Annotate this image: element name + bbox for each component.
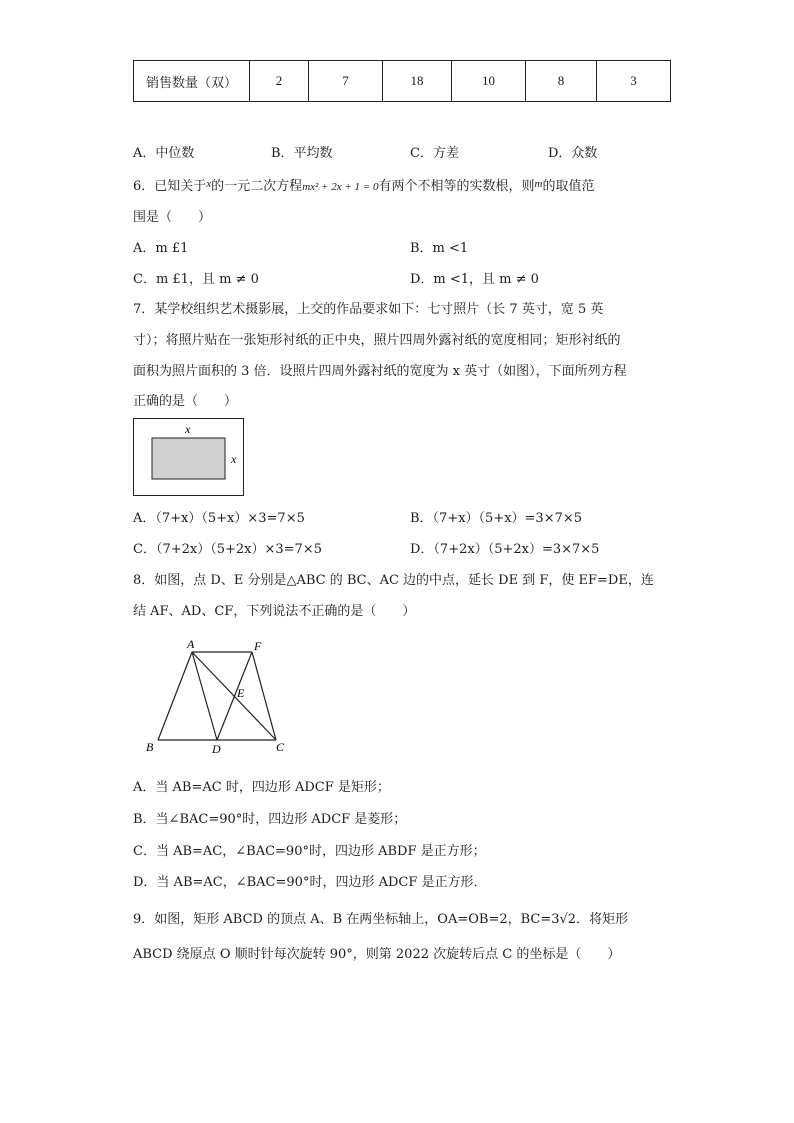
q7-option-b: B．（7+x）（5+x）=3×7×5 xyxy=(410,511,583,526)
sales-table xyxy=(133,60,671,102)
vertex-label-f: F xyxy=(254,639,262,653)
figure-label-top: x xyxy=(185,422,191,436)
q7-question-line2: 寸）；将照片贴在一张矩形衬纸的正中央，照片四周外露衬纸的宽度相同；矩形衬纸的 xyxy=(133,333,621,348)
segment-ab xyxy=(158,652,192,740)
q6-question-line2: 围是（ ） xyxy=(133,210,212,225)
q5-option-c: C．方差 xyxy=(410,146,459,161)
table-cell: 2 xyxy=(250,61,309,102)
q5-option-d: D．众数 xyxy=(548,146,598,161)
q7-question-line1: 7．某学校组织艺术摄影展，上交的作品要求如下：七寸照片（长 7 英寸，宽 5 英 xyxy=(133,302,604,317)
q7-option-d: D．（7+2x）（5+2x）=3×7×5 xyxy=(410,542,600,557)
segment-df xyxy=(217,652,252,740)
q7-question-line4: 正确的是（ ） xyxy=(133,394,238,409)
table-cell: 7 xyxy=(309,61,383,102)
q6-option-b: B．m <1 xyxy=(410,241,469,256)
q8-option-c: C．当 AB=AC，∠BAC=90°时，四边形 ABDF 是正方形； xyxy=(133,844,486,859)
q6-question-line1: 6．已知关于$^x$的一元二次方程mx² + 2x + 1 = 0有两个不相等的实数根，则$^m$的取值范 xyxy=(133,178,595,194)
q9-question-line2: ABCD 绕原点 O 顺时针每次旋转 90°，则第 2022 次旋转后点 C 的坐标是（ ） xyxy=(133,947,621,962)
q9-question-line1: 9．如图，矩形 ABCD 的顶点 A、B 在两坐标轴上，OA=OB=2，BC=3√2．将矩形 xyxy=(133,912,629,927)
q8-question-line1: 8．如图，点 D、E 分别是△ABC 的 BC、AC 边的中点，延长 DE 到 F，使 EF=DE，连 xyxy=(133,573,654,588)
point-label-d: D xyxy=(212,742,221,756)
q8-option-b: B．当∠BAC=90°时，四边形 ADCF 是菱形； xyxy=(133,812,407,827)
table-cell: 8 xyxy=(526,61,597,102)
table-row xyxy=(134,61,671,102)
q6-option-a: A．m £1 xyxy=(133,241,189,256)
q6-option-d: D．m <1，且 m ≠ 0 xyxy=(410,272,539,287)
q7-option-c: C．（7+2x）（5+2x）×3=7×5 xyxy=(133,542,322,557)
q8-option-d: D．当 AB=AC，∠BAC=90°时，四边形 ADCF 是正方形． xyxy=(133,875,487,890)
q5-option-b: B．平均数 xyxy=(271,146,333,161)
vertex-label-c: C xyxy=(276,740,285,754)
vertex-label-b: B xyxy=(146,740,154,754)
q7-option-a: A．（7+x）（5+x）×3=7×5 xyxy=(133,511,305,526)
table-header-cell: 销售数量（双） xyxy=(134,61,250,102)
vertex-label-a: A xyxy=(187,637,195,651)
point-label-e: E xyxy=(237,686,245,700)
q8-option-a: A．当 AB=AC 时，四边形 ADCF 是矩形； xyxy=(133,780,390,795)
q6-option-c: C．m £1，且 m ≠ 0 xyxy=(133,272,259,287)
photo-mat-figure xyxy=(133,418,248,498)
q7-question-line3: 面积为照片面积的 3 倍．设照片四周外露衬纸的宽度为 x 英寸（如图），下面所列方程 xyxy=(133,364,627,379)
photo-inner-rect xyxy=(152,438,225,479)
q8-question-line2: 结 AF、AD、CF，下列说法不正确的是（ ） xyxy=(133,604,416,619)
table-cell: 10 xyxy=(452,61,526,102)
table-cell: 3 xyxy=(597,61,671,102)
q5-option-a: A．中位数 xyxy=(133,146,195,161)
figure-label-right: x xyxy=(231,452,237,466)
parallelogram-figure xyxy=(140,634,300,759)
table-cell: 18 xyxy=(383,61,452,102)
